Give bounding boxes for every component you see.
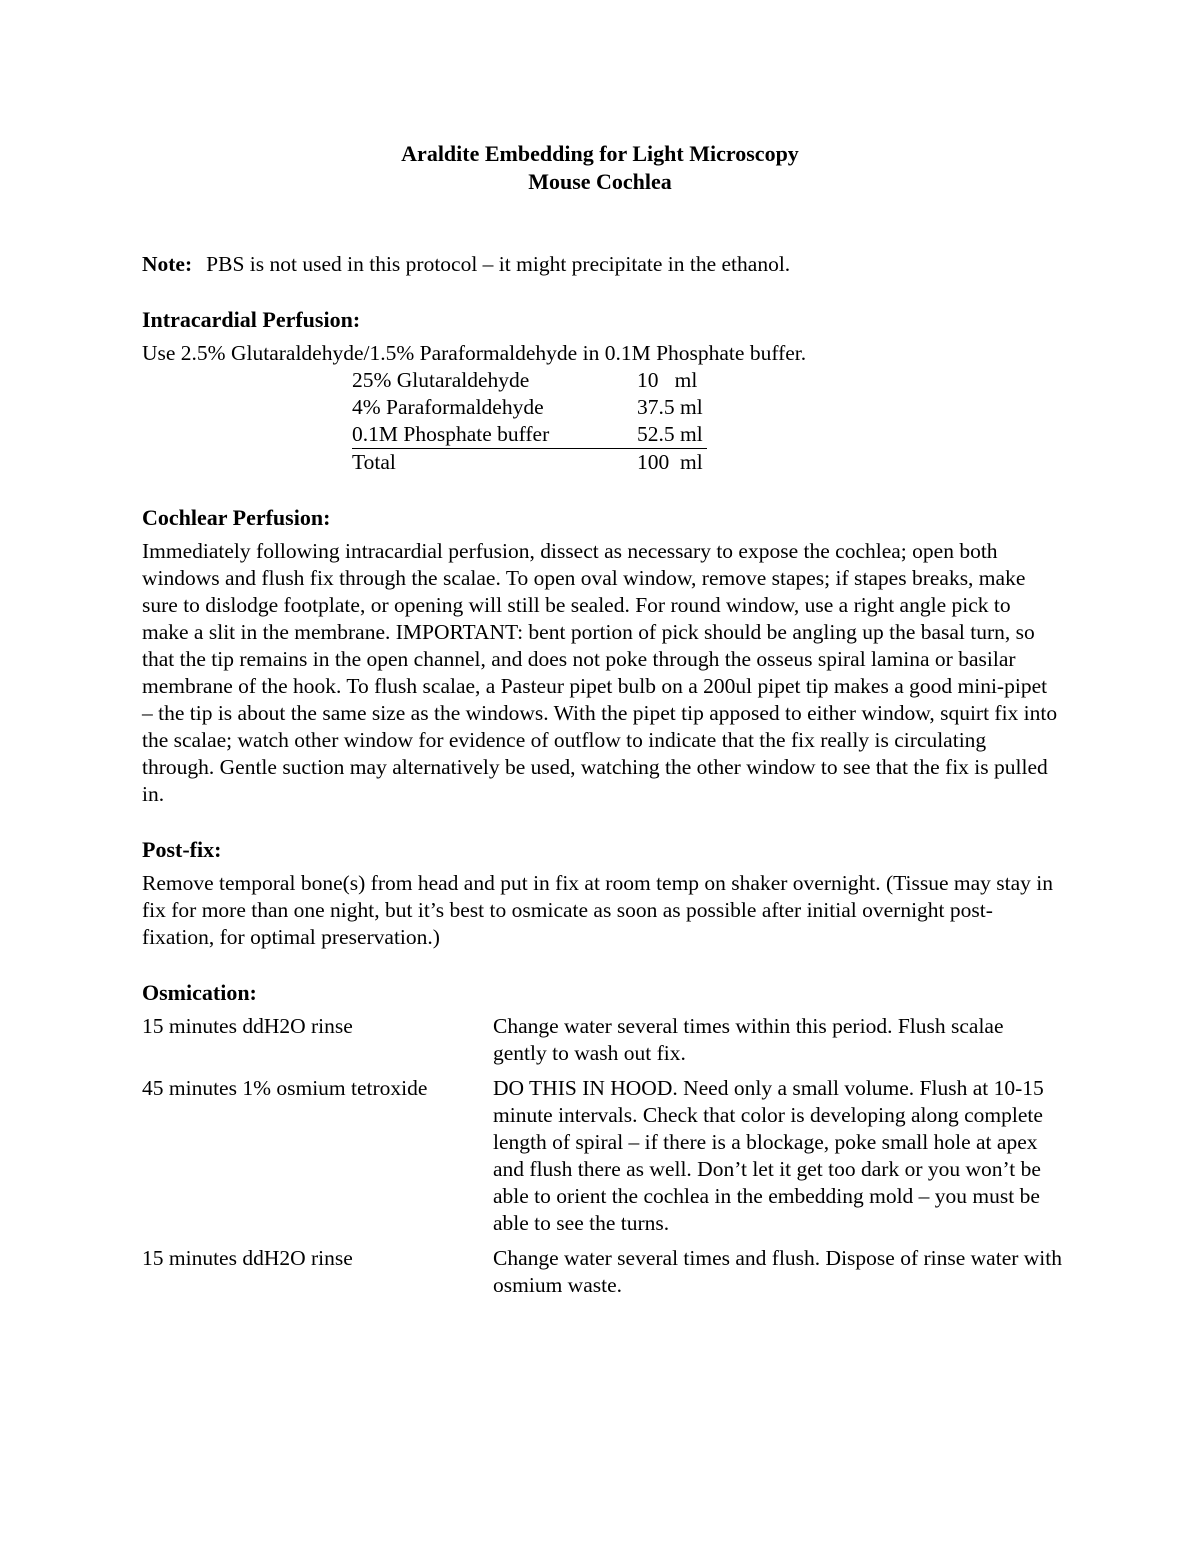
cochlear-text: Immediately following intracardial perfusion, dissect as necessary to expose the cochlea; open both windows and flush fix through the scalae. To open oval window, remove stapes; if stapes breaks, make sure to dislodge footplate, or opening will still be sealed. For round window, use a right angle pick to make a slit in the membrane. IMPORTANT: bent portion of pick should be angling up the basal turn, so that the tip remains in the open channel, and does not poke through the osseus spiral lamina or basilar membrane of the hook. To flush scalae, a Pasteur pipet bulb on a 200ul pipet tip makes a good mini-pipet – the tip is about the same size as the windows. With the pipet tip apposed to either window, squirt fix into the scalae; watch other window for evidence of outflow to indicate that the fix really is circulating through. Gentle suction may alternatively be used, watching the other window to see that the fix is pulled in. [142, 539, 1058, 806]
osmication-step: 15 minutes ddH2O rinse [142, 1246, 353, 1270]
recipe-row [352, 421, 707, 449]
recipe-total-row [352, 449, 707, 477]
note-paragraph [142, 250, 1062, 278]
recipe-ingredient: 25% Glutaraldehyde [352, 368, 530, 392]
recipe-row [352, 367, 707, 394]
recipe-amount: 37.5 ml [637, 395, 703, 419]
intracardial-intro: Use 2.5% Glutaraldehyde/1.5% Paraformaldehyde in 0.1M Phosphate buffer. [142, 341, 807, 365]
postfix-text: Remove temporal bone(s) from head and put in fix at room temp on shaker overnight. (Tissue may stay in fix for more than one night, but it’s best to osmicate as soon as possible after initial overnight post-fixation, for optimal preservation.) [142, 871, 1053, 949]
recipe-amount: 10 ml [637, 368, 698, 392]
recipe-ingredient: 0.1M Phosphate buffer [352, 421, 637, 449]
table-row [142, 1245, 1062, 1307]
intracardial-section [142, 306, 1062, 476]
table-row [142, 1013, 1062, 1075]
recipe-table [352, 367, 707, 476]
recipe-total-amount: 100 ml [637, 450, 703, 474]
postfix-heading: Post-fix: [142, 837, 222, 862]
osmication-desc: DO THIS IN HOOD. Need only a small volume. Flush at 10-15 minute intervals. Check that color is developing along complete length of spiral – if there is a blockage, poke small hole at apex and flush there as well. Don’t let it get too dark or you won’t be able to orient the cochlea in the embedding mold – you must be able to see the turns. [493, 1076, 1044, 1235]
postfix-section [142, 836, 1062, 951]
recipe-amount: 52.5 ml [637, 421, 707, 449]
note-text: PBS is not used in this protocol – it might precipitate in the ethanol. [206, 252, 791, 276]
osmication-step: 45 minutes 1% osmium tetroxide [142, 1076, 428, 1100]
recipe-ingredient: 4% Paraformaldehyde [352, 395, 544, 419]
osmication-step: 15 minutes ddH2O rinse [142, 1014, 353, 1038]
osmication-section [142, 979, 1062, 1307]
table-row [142, 1075, 1062, 1245]
title-block [0, 140, 1200, 196]
document-title: Araldite Embedding for Light Microscopy [401, 141, 799, 166]
cochlear-section [142, 504, 1062, 808]
cochlear-heading: Cochlear Perfusion: [142, 505, 331, 530]
document-page [142, 140, 1062, 1335]
osmication-heading: Osmication: [142, 980, 257, 1005]
document-subtitle: Mouse Cochlea [528, 169, 672, 194]
osmication-table [142, 1013, 1062, 1307]
recipe-row [352, 394, 707, 421]
note-label: Note: [142, 252, 193, 276]
osmication-desc: Change water several times within this period. Flush scalae gently to wash out fix. [493, 1014, 1004, 1065]
osmication-desc: Change water several times and flush. Dispose of rinse water with osmium waste. [493, 1246, 1062, 1297]
intracardial-heading: Intracardial Perfusion: [142, 307, 361, 332]
recipe-total-label: Total [352, 450, 396, 474]
